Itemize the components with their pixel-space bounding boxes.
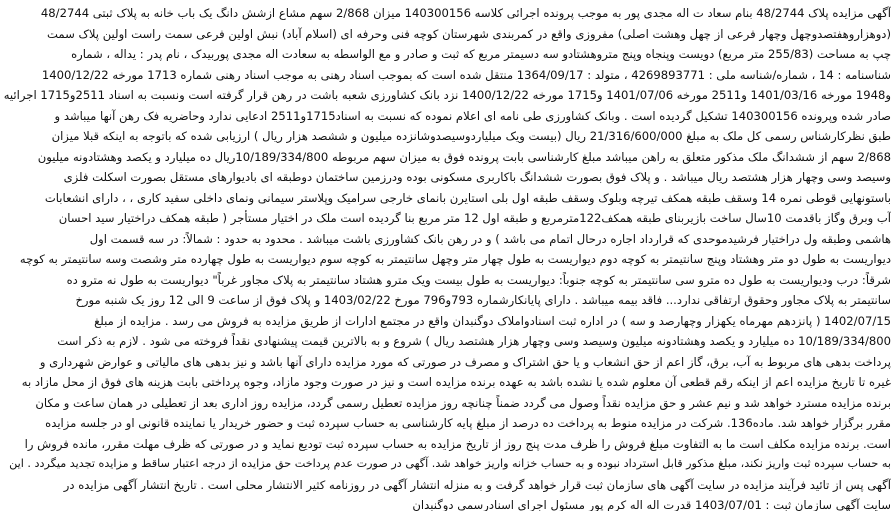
notice-line: دیواریست به طول دو متر وهشتاد وپنج سانتیمتر به کوچه دوم دیواریست به طول چهار متر وچهل سانتیمتر به کوچه سوم دیواریست به طول چهارده متر وشصت وسه سانتیمتر به کوچه: [19, 252, 891, 266]
notice-line: مقرر برگزار خواهد شد. ماده136. شرکت در مزایده منوط به پرداخت ده درصد از مبلغ پایه کارشناسی به حساب سپرده ثبت و حضور خریدار یا نماینده قانونی او در جلسه مزایده: [45, 416, 891, 430]
notice-line: چپ به مساحت (255/83 متر مربع) دویست وپنجاه وپنج متروهشتادو سه دسیمتر مربع که ثبت و صادر و مع الواسطه به سعادت اله مجدی پوربیدک ، نام پدر : یداله ، شماره: [71, 47, 891, 61]
auction-notice-text: [4, 3, 891, 511]
notice-line: آگهی پس از تائید فرآیند مزایده در سایت آگهی های سازمان ثبت قرار خواهد گرفت و به منزله انتشار آگهی در روزنامه کثیر الانتشار محلی است . تاریخ انتشار آگهی مزایده در: [63, 477, 891, 492]
notice-line: آگهی مزایده پلاک 48/2744 بنام سعاد ت اله مجدی پور به موجب پرونده اجرائی کلاسه 140300156 میزان 2/868 سهم مشاع ازشش دانگ یک باب خانه به پلاک ثبتی 48/2744: [40, 6, 891, 20]
notice-line: وسیصد وسی وچهار هزار هشتصد ریال میباشد . و پلاک فوق بصورت ششدانگ باکاربری مسکونی بوده ودرزمین ساختمان دوطبقه ای بادیوارهای مستقل بصورت اسکلت فلزی: [63, 170, 891, 184]
notice-line: باستونهایی قوطی نمره 14 وسقف طبقه همکف تیرچه وبلوک وسقف طبقه اول بلی استایرن بانمای خارجی سرامیک وپلاستر سیمانی ونمای داخلی سفید کاری ، ، دارای انشعابات: [44, 190, 891, 205]
notice-line: هاشمی وطبقه ول دراختیار فرشیدموحدی که قرارداد اجاره درحال اتمام می باشد ) و در رهن بانک کشاورزی باشت میباشد . محدود به حدود : شمالاً: در سه قسمت اول: [89, 231, 891, 246]
notice-line: سانتیمتر به پلاک مجاور وحقوق ارتفاقی ندارد... فاقد بیمه میباشد . دارای پایانکارشماره 793و796 مورخ 1403/02/22 و پلاک فوق از ساعت 9 الی 12 روز یک شنبه مورخ: [75, 293, 891, 307]
notice-line: شناسنامه : 14 ، شماره/شناسه ملی : 4269893771 ، متولد : 1364/09/17 منتقل شده است که بموجب اسناد رهنی به موجب اسناد رهنی شماره 1713 مورخه 1400/12/22: [41, 67, 891, 82]
notice-line: آب وبرق وگاز باقدمت 10سال ساخت بازیربنای طبقه همکف122مترمربع و طبقه اول 12 متر مربع بنا گردیده است ملک در اختیار مستأجر ( طبقه همکف دراختیار سید احسان: [58, 211, 891, 225]
notice-line: غیره تا تاریخ مزایده اعم از اینکه رقم قطعی آن معلوم شده یا نشده باشد به عهده برنده مزایده است و نیز در صورت وجود مازاد، وجوه پرداختی بابت هزینه های فوق از محل مازاد به: [21, 375, 891, 389]
notice-line: شرقاً: درب ودیواریست به طول ده مترو سی سانتیمتر به کوچه جنوباً: دیواریست به طول بیست ویک مترو هشتاد سانتیمتر به پلاک مجاور غرباً" دیواریست به طول نه مترو ده: [66, 272, 891, 287]
notice-line: است. برنده مزایده مکلف است ما به التفاوت مبلغ فروش را ظرف مدت پنج روز از تاریخ مزایده به حساب سپرده ثبت تودیع نماید و در صورتی که ظرف مهلت مقرر، مانده فروش را: [24, 436, 891, 451]
notice-line: (دوهزاروهفتصدوچهل وچهار فرعی از چهل وهشت اصلی) مفروزی واقع در کمربندی شهرستان کوچه فنی وحرفه ای (اسلام آباد) نبش اولین فرعی سمت راست اولین پلاک سمت: [47, 26, 891, 41]
notice-line: سایت آگهی سازمان ثبت : 1403/07/01 قدرت اله اله کرم پور مسئول اجرای اسنادرسمی دوگنبدان: [412, 498, 891, 511]
notice-line: به حساب سپرده ثبت واریز نکند، مبلغ مذکور قابل استرداد نبوده و به حساب خزانه واریز خواهد شد. آگهی در صورت عدم پرداخت حق مزایده از درجه اعتبار ساقط و مزایده تجدید میگردد . این: [9, 457, 891, 470]
notice-line: پرداخت بدهی های مربوط به آب، برق، گاز اعم از حق انشعاب و یا حق اشتراک و مصرف در صورتی که مورد مزایده دارای آنها باشد و نیز بدهی های مالیاتی و عوارض شهرداری و: [39, 354, 891, 369]
notice-line: صادر شده وپرونده 140300156 تشکیل گردیده است . وبانک کشاورزی طی نامه ای اعلام نموده که نسبت به اسناد1715و2511 ادعایی ندارد وحاضریه فک رهن آنها میباشد و: [54, 108, 891, 123]
notice-line: 10/189/334/800 ده میلیارد و یکصد وهشتادونه میلیون وسیصد وسی وچهار هزار هشتصد ریال ) شروع و به بالاترین قیمت پیشنهادی نقداً فروخته می شود . لازم به ذکر است: [57, 334, 891, 348]
notice-line: برنده مزایده مسترد خواهد شد و نیم عشر و حق مزایده نقداً وصول می گردد ضمناً چنانچه روز مزایده تعطیل رسمی گردد، مزایده روز اداری بعد از تعطیلی در همان ساعت و مکان: [35, 395, 891, 410]
notice-line: طبق نظرکارشناس رسمی کل ملک به مبلغ 21/316/600/000 ریال (بیست ویک میلیاردوسیصدوشانزده میلیون و ششصد هزار ریال ) ارزیابی شده که باتوجه به اینکه قبلا میزان: [51, 129, 891, 143]
notice-line: 2/868 سهم از ششدانگ ملک مذکور متعلق به راهن میباشد مبلغ کارشناسی بابت پرونده فوق به میزان سهم مربوطه 10/189/334/800ریال ده میلیارد و یکصد وهشتادونه میلیون: [37, 149, 891, 164]
notice-line: 1402/07/15 ( پانزدهم مهرماه یکهزار وچهارصد و سه ) در اداره ثبت اسنادواملاک دوگنبدان واقع در مجتمع ادارات از طریق مزایده به فروش می رسد . مزایده از مبلغ: [94, 313, 891, 328]
notice-line: و1948 مورخه 1401/03/16 و2511 مورخه 1401/07/06 و1715 مورخه 1400/12/22 نزد بانک کشاورزی شعبه باشت در رهن قرار گرفته است ونسبت به اسناد 2511و1715 اجرائیه: [4, 88, 891, 102]
